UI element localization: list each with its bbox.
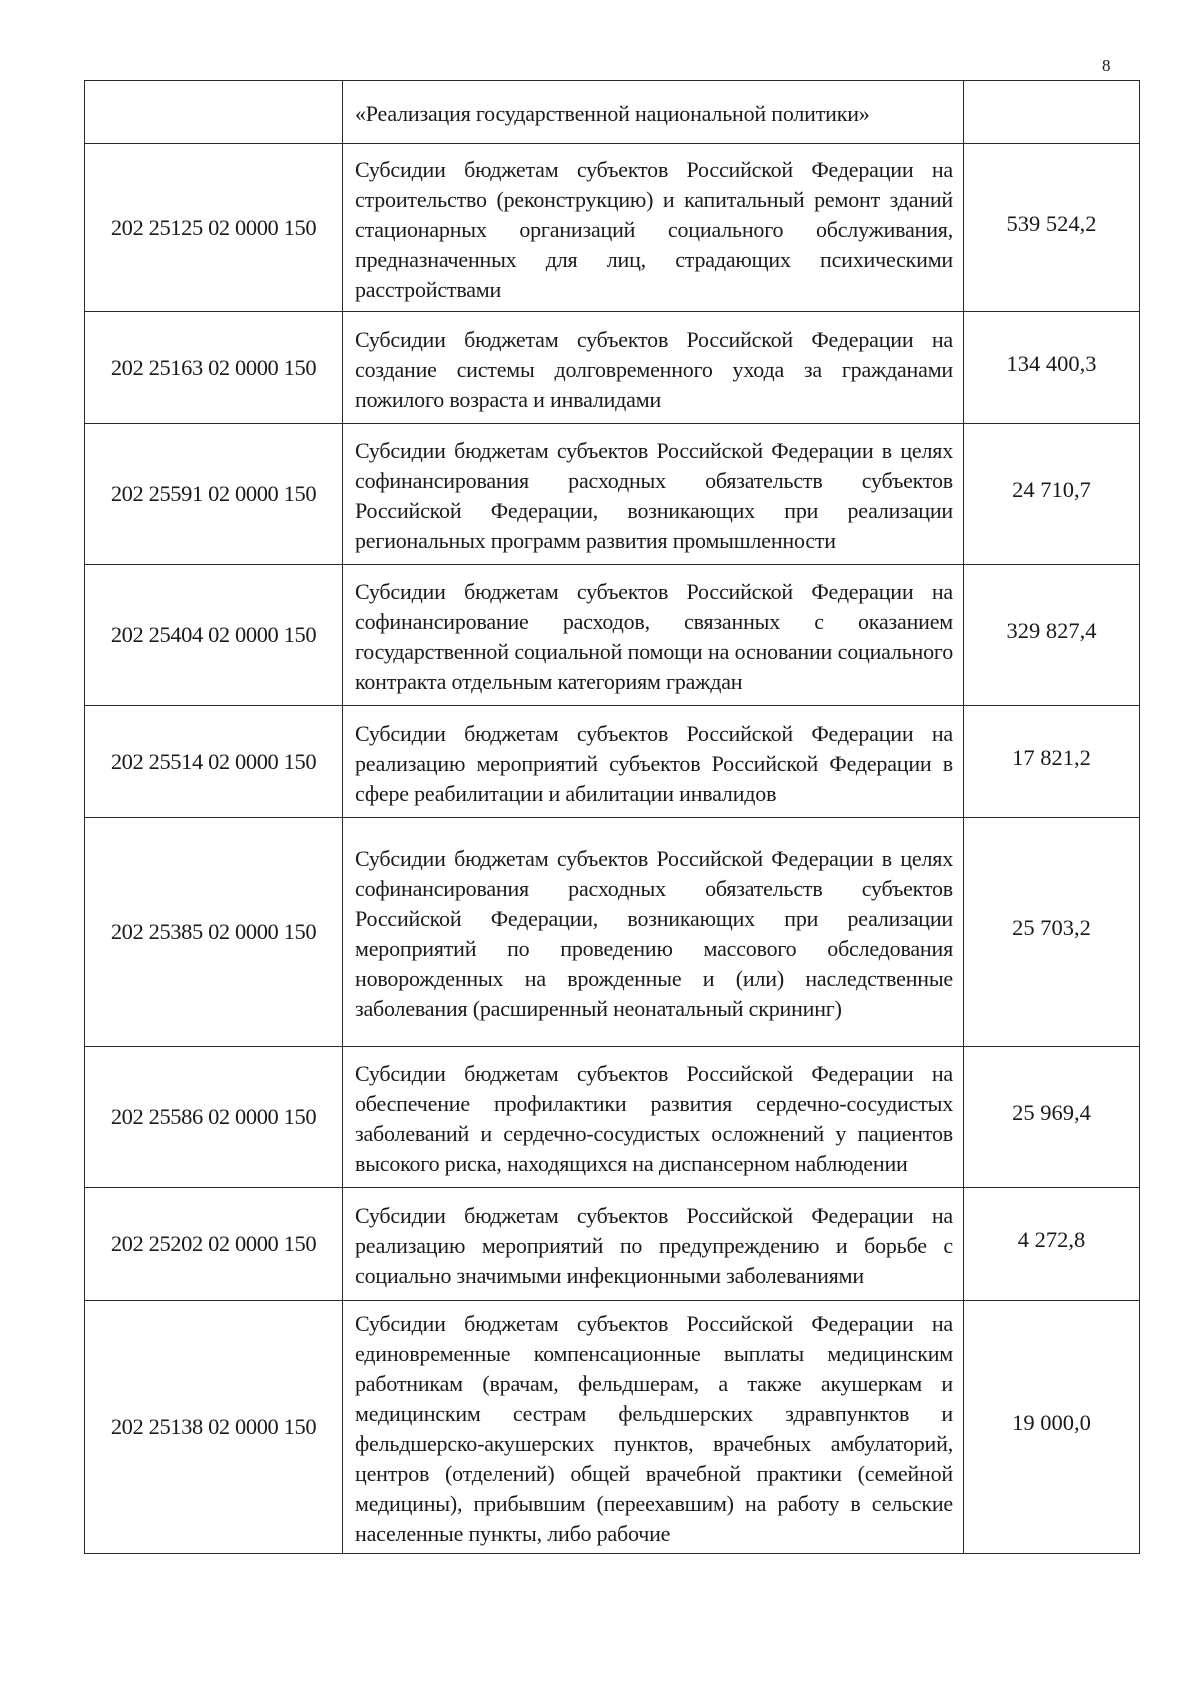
row-description — [343, 144, 964, 312]
description-text: «Реализация государственной национальной политики» — [355, 101, 870, 126]
description-text: Субсидии бюджетам субъектов Российской Федерации на обеспечение профилактики развития сердечно-сосудистых заболеваний и сердечно-сосудистых осложнений у пациентов высокого риска, находящихся на диспансерном наблюдении — [355, 1061, 953, 1176]
row-description — [343, 81, 964, 144]
budget-code: 202 25125 02 0000 150 — [85, 144, 343, 312]
row-description — [343, 424, 964, 565]
row-description — [343, 706, 964, 818]
description-text: Субсидии бюджетам субъектов Российской Федерации в целях софинансирования расходных обязательств субъектов Российской Федерации, возникающих при реализации региональных программ развития промышленности — [355, 438, 953, 553]
row-amount: 25 969,4 — [964, 1047, 1140, 1188]
row-description — [343, 312, 964, 424]
row-amount: 25 703,2 — [964, 818, 1140, 1047]
budget-table — [84, 80, 1140, 1554]
budget-code: 202 25591 02 0000 150 — [85, 424, 343, 565]
table-row — [85, 144, 1140, 312]
table-row — [85, 81, 1140, 144]
page-number: 8 — [1102, 56, 1111, 75]
table-row — [85, 312, 1140, 424]
budget-code: 202 25404 02 0000 150 — [85, 565, 343, 706]
description-text: Субсидии бюджетам субъектов Российской Федерации на софинансирование расходов, связанных с оказанием государственной социальной помощи на основании социального контракта отдельным категориям граждан — [355, 579, 953, 694]
table-row — [85, 1301, 1140, 1554]
description-text: Субсидии бюджетам субъектов Российской Федерации на реализацию мероприятий по предупреждению и борьбе с социально значимыми инфекционными заболеваниями — [355, 1203, 953, 1288]
budget-code: 202 25385 02 0000 150 — [85, 818, 343, 1047]
row-description — [343, 818, 964, 1047]
description-text: Субсидии бюджетам субъектов Российской Федерации на единовременные компенсационные выплаты медицинским работникам (врачам, фельдшерам, а также акушеркам и медицинским сестрам фельдшерских здравпунктов и фельдшерско-акушерских пунктов, врачебных амбулаторий, центров (отделений) общей врачебной практики (семейной медицины), прибывшим (переехавшим) на работу в сельские населенные пункты, либо рабочие — [355, 1311, 953, 1546]
row-amount: 24 710,7 — [964, 424, 1140, 565]
row-amount: 17 821,2 — [964, 706, 1140, 818]
row-amount — [964, 81, 1140, 144]
budget-code: 202 25202 02 0000 150 — [85, 1188, 343, 1301]
budget-code: 202 25138 02 0000 150 — [85, 1301, 343, 1554]
row-description — [343, 1301, 964, 1554]
row-description — [343, 565, 964, 706]
table-row — [85, 424, 1140, 565]
row-amount: 4 272,8 — [964, 1188, 1140, 1301]
table-row — [85, 565, 1140, 706]
description-text: Субсидии бюджетам субъектов Российской Федерации в целях софинансирования расходных обязательств субъектов Российской Федерации, возникающих при реализации мероприятий по проведению массового обследования новорожденных на врожденные и (или) наследственные заболевания (расширенный неонатальный скрининг) — [355, 846, 953, 1021]
row-description — [343, 1047, 964, 1188]
description-text: Субсидии бюджетам субъектов Российской Федерации на создание системы долговременного ухода за гражданами пожилого возраста и инвалидами — [355, 326, 953, 412]
row-amount: 329 827,4 — [964, 565, 1140, 706]
table-row — [85, 1047, 1140, 1188]
budget-code: 202 25514 02 0000 150 — [85, 706, 343, 818]
description-text: Субсидии бюджетам субъектов Российской Федерации на реализацию мероприятий субъектов Российской Федерации в сфере реабилитации и абилитации инвалидов — [355, 720, 953, 806]
description-text: Субсидии бюджетам субъектов Российской Федерации на строительство (реконструкцию) и капитальный ремонт зданий стационарных организаций социального обслуживания, предназначенных для лиц, страдающих психическими расстройствами — [355, 156, 953, 302]
table-row — [85, 706, 1140, 818]
row-description — [343, 1188, 964, 1301]
budget-code: 202 25163 02 0000 150 — [85, 312, 343, 424]
row-amount: 134 400,3 — [964, 312, 1140, 424]
row-amount: 539 524,2 — [964, 144, 1140, 312]
budget-code — [85, 81, 343, 144]
budget-code: 202 25586 02 0000 150 — [85, 1047, 343, 1188]
table-row — [85, 1188, 1140, 1301]
table-row — [85, 818, 1140, 1047]
row-amount: 19 000,0 — [964, 1301, 1140, 1554]
